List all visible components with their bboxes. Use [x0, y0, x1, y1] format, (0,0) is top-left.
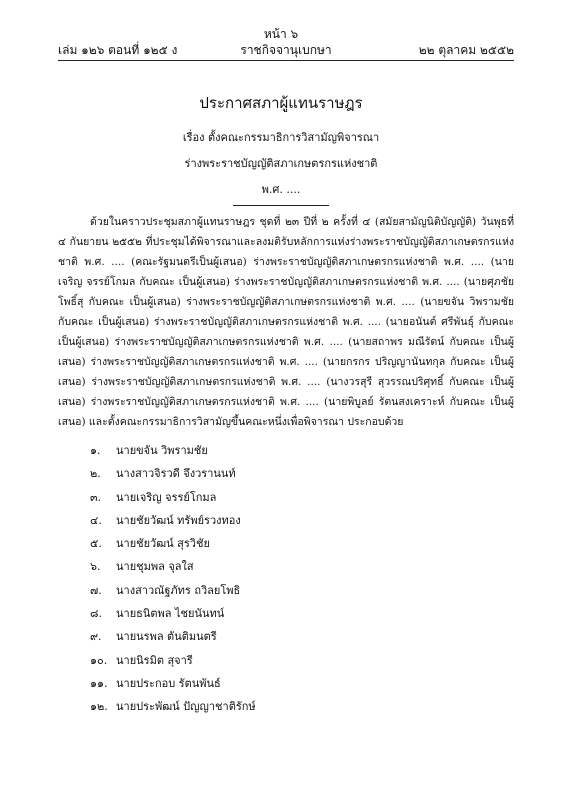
committee-member-list: [90, 444, 390, 724]
title-divider: [233, 205, 329, 206]
committee-member: [90, 654, 390, 677]
committee-member: [90, 514, 390, 537]
committee-member: [90, 467, 390, 490]
member-number: ๖.: [90, 560, 101, 574]
member-name: นายเจริญ จรรย์โกมล: [116, 490, 217, 504]
member-number: ๑.: [90, 444, 101, 457]
page-number: หน้า ๖: [263, 27, 299, 41]
publish-date: ๒๒ ตุลาคม ๒๕๕๒: [418, 43, 514, 57]
member-number: ๑๐.: [90, 653, 108, 667]
volume-issue: เล่ม ๑๒๖ ตอนที่ ๑๒๕ ง: [58, 43, 178, 57]
member-name: นายธนิตพล ไชยนันทน์: [116, 607, 225, 621]
committee-member: [90, 560, 390, 583]
member-name: นายขจัน วิพรามชัย: [116, 444, 208, 457]
bill-name: ร่างพระราชบัญญัติสภาเกษตรกรแห่งชาติ: [184, 157, 378, 170]
header-divider: [58, 60, 514, 61]
member-number: ๑๒.: [90, 700, 108, 714]
member-number: ๕.: [90, 537, 102, 551]
member-number: ๑๑.: [90, 676, 108, 690]
member-name: นายนิรมิต สุจารี: [116, 653, 193, 667]
member-name: นายชัยวัฒน์ สุรวิชัย: [116, 537, 210, 551]
member-number: ๘.: [90, 607, 102, 621]
body-paragraph: ด้วยในคราวประชุมสภาผู้แทนราษฎร ชุดที่ ๒๓ ปีที่ ๒ ครั้งที่ ๔ (สมัยสามัญนิติบัญญัติ) วันพุธที่ ๔ กันยายน ๒๕๕๒ ที่ประชุมได้พิจารณาและลงมติรับหลักการแห่งร่างพระราชบัญญัติสภาเกษตรกรแห่งชาติ พ.ศ. .... (คณะรัฐมนตรีเป็นผู้เสนอ) ร่างพระราชบัญญัติสภาเกษตรกรแห่งชาติ พ.ศ. .... (นายเจริญ จรรย์โกมล กับคณะ เป็นผู้เสนอ) ร่างพระราชบัญญัติสภาเกษตรกรแห่งชาติ พ.ศ. .... (นายศุภชัย โพธิ์สุ กับคณะ เป็นผู้เสนอ) ร่างพระราชบัญญัติสภาเกษตรกรแห่งชาติ พ.ศ. .... (นายขจัน วิพรามชัย กับคณะ เป็นผู้เสนอ) ร่างพระราชบัญญัติสภาเกษตรกรแห่งชาติ พ.ศ. .... (นายอนันต์ ศรีพันธุ์ กับคณะ เป็นผู้เสนอ) ร่างพระราชบัญญัติสภาเกษตรกรแห่งชาติ พ.ศ. .... (นายสถาพร มณีรัตน์ กับคณะ เป็นผู้เสนอ) ร่างพระราชบัญญัติสภาเกษตรกรแห่งชาติ พ.ศ. .... (นายกรกร ปริญญานันทกุล กับคณะ เป็นผู้เสนอ) ร่างพระราชบัญญัติสภาเกษตรกรแห่งชาติ พ.ศ. .... (นางวรสุรี สุวรรณปริศุทธิ์ กับคณะ เป็นผู้เสนอ) ร่างพระราชบัญญัติสภาเกษตรกรแห่งชาติ พ.ศ. .... (นายพิบูลย์ รัตนสงเคราะห์ กับคณะ เป็นผู้เสนอ) และตั้งคณะกรรมาธิการวิสามัญขึ้นคณะหนึ่งเพื่อพิจารณา ประกอบด้วย: [58, 216, 514, 428]
announcement-subject: เรื่อง ตั้งคณะกรรมาธิการวิสามัญพิจารณา: [182, 131, 380, 144]
gazette-header: [58, 43, 514, 57]
member-name: นายประกอบ รัตนพันธ์: [116, 676, 221, 690]
announcement-title: ประกาศสภาผู้แทนราษฎร: [199, 94, 363, 112]
member-number: ๗.: [90, 583, 102, 597]
member-number: ๙.: [90, 630, 102, 644]
committee-member: [90, 584, 390, 607]
committee-member: [90, 700, 390, 723]
member-number: ๓.: [90, 490, 102, 504]
member-number: ๔.: [90, 513, 102, 527]
committee-member: [90, 677, 390, 700]
committee-member: [90, 444, 390, 467]
bill-year: พ.ศ. ....: [261, 183, 301, 196]
committee-member: [90, 491, 390, 514]
gazette-name: ราชกิจจานุเบกษา: [240, 43, 332, 57]
committee-member: [90, 607, 390, 630]
member-number: ๒.: [90, 467, 101, 481]
member-name: นายชัยวัฒน์ ทรัพย์รวงทอง: [116, 513, 241, 527]
member-name: นางสาวณัฐภัทร ถวิลยโพธิ: [116, 583, 241, 597]
committee-member: [90, 630, 390, 653]
member-name: นายนรพล ตันติมนตรี: [116, 630, 217, 644]
member-name: นางสาวจิรวดี จึงวรานนท์: [116, 467, 236, 481]
member-name: นายชุมพล จุลใส: [116, 560, 194, 574]
member-name: นายประพัฒน์ ปัญญาชาติรักษ์: [116, 700, 256, 714]
committee-member: [90, 537, 390, 560]
